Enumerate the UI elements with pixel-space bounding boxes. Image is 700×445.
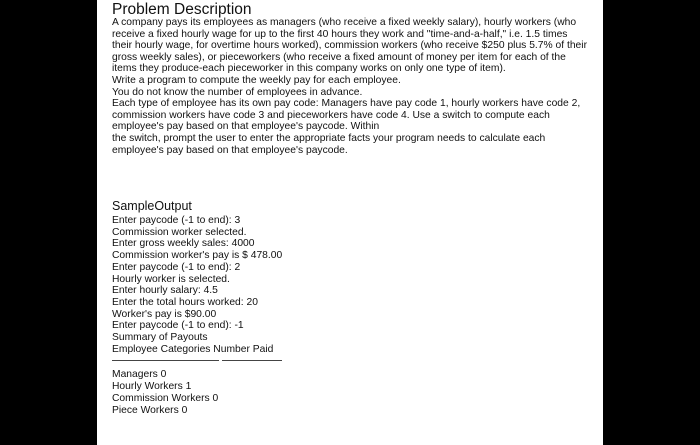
category-column-rule [112,360,219,361]
output-line: Enter paycode (-1 to end): 3 [112,215,241,226]
summary-heading: Summary of Payouts [112,332,208,344]
output-line: Commission worker selected. [112,226,247,238]
summary-columns-header: Employee Categories Number Paid [112,343,274,355]
header-underline [112,355,412,369]
output-line: Enter paycode (-1 to end): -1 [112,320,244,332]
problem-description [112,17,590,156]
paragraph-write-program: Write a program to compute the weekly pay for each employee. [112,74,401,86]
payout-summary-list [112,369,412,416]
output-line: Enter hourly salary: 4.5 [112,285,218,297]
paragraph-company-pay: A company pays its employees as managers (who receive a fixed weekly salary), hourly workers (who receive a fixed hourly wage for up to the first 40 hours they work and "time-and-a-half," i.e. 1.5 times their hourly wage, for overtime hours worked), commission workers (who receive $250 plus 5.7% of their gross weekly sales), or pieceworkers (who receive a fixed amount of money per item for each of the items they produce-each pieceworker in this company works on only one type of item). [112,17,587,75]
output-line: Commission worker's pay is $ 478.00 [112,250,283,262]
paragraph-switch-prompt: the switch, prompt the user to enter the appropriate facts your program needs to calculate each employee's pay based on that employee's paycode. [112,132,546,156]
output-line: Enter paycode (-1 to end): 2 [112,261,241,273]
output-line: Enter gross weekly sales: 4000 [112,238,255,250]
paragraph-employee-count: You do not know the number of employees in advance. [112,86,363,98]
sample-output-title: SampleOutput [112,199,192,213]
paragraph-pay-codes: Each type of employee has its own pay code: Managers have pay code 1, hourly workers have code 2, commission workers have code 3 and pieceworkers have code 4. Use a switch to compute each employee's pay based on that employee's paycode. Within [112,98,581,133]
payout-row-managers: Managers 0 [112,369,167,381]
payout-row-hourly-workers: Hourly Workers 1 [112,381,192,393]
output-line: Hourly worker is selected. [112,273,230,285]
document-page [97,0,603,445]
payout-row-piece-workers: Piece Workers 0 [112,404,188,416]
sample-output-section [112,199,412,416]
output-line: Enter the total hours worked: 20 [112,296,258,308]
problem-title: Problem Description [112,1,252,18]
number-paid-column-rule [222,360,282,361]
output-line: Worker's pay is $90.00 [112,308,217,320]
payout-row-commission-workers: Commission Workers 0 [112,392,219,404]
